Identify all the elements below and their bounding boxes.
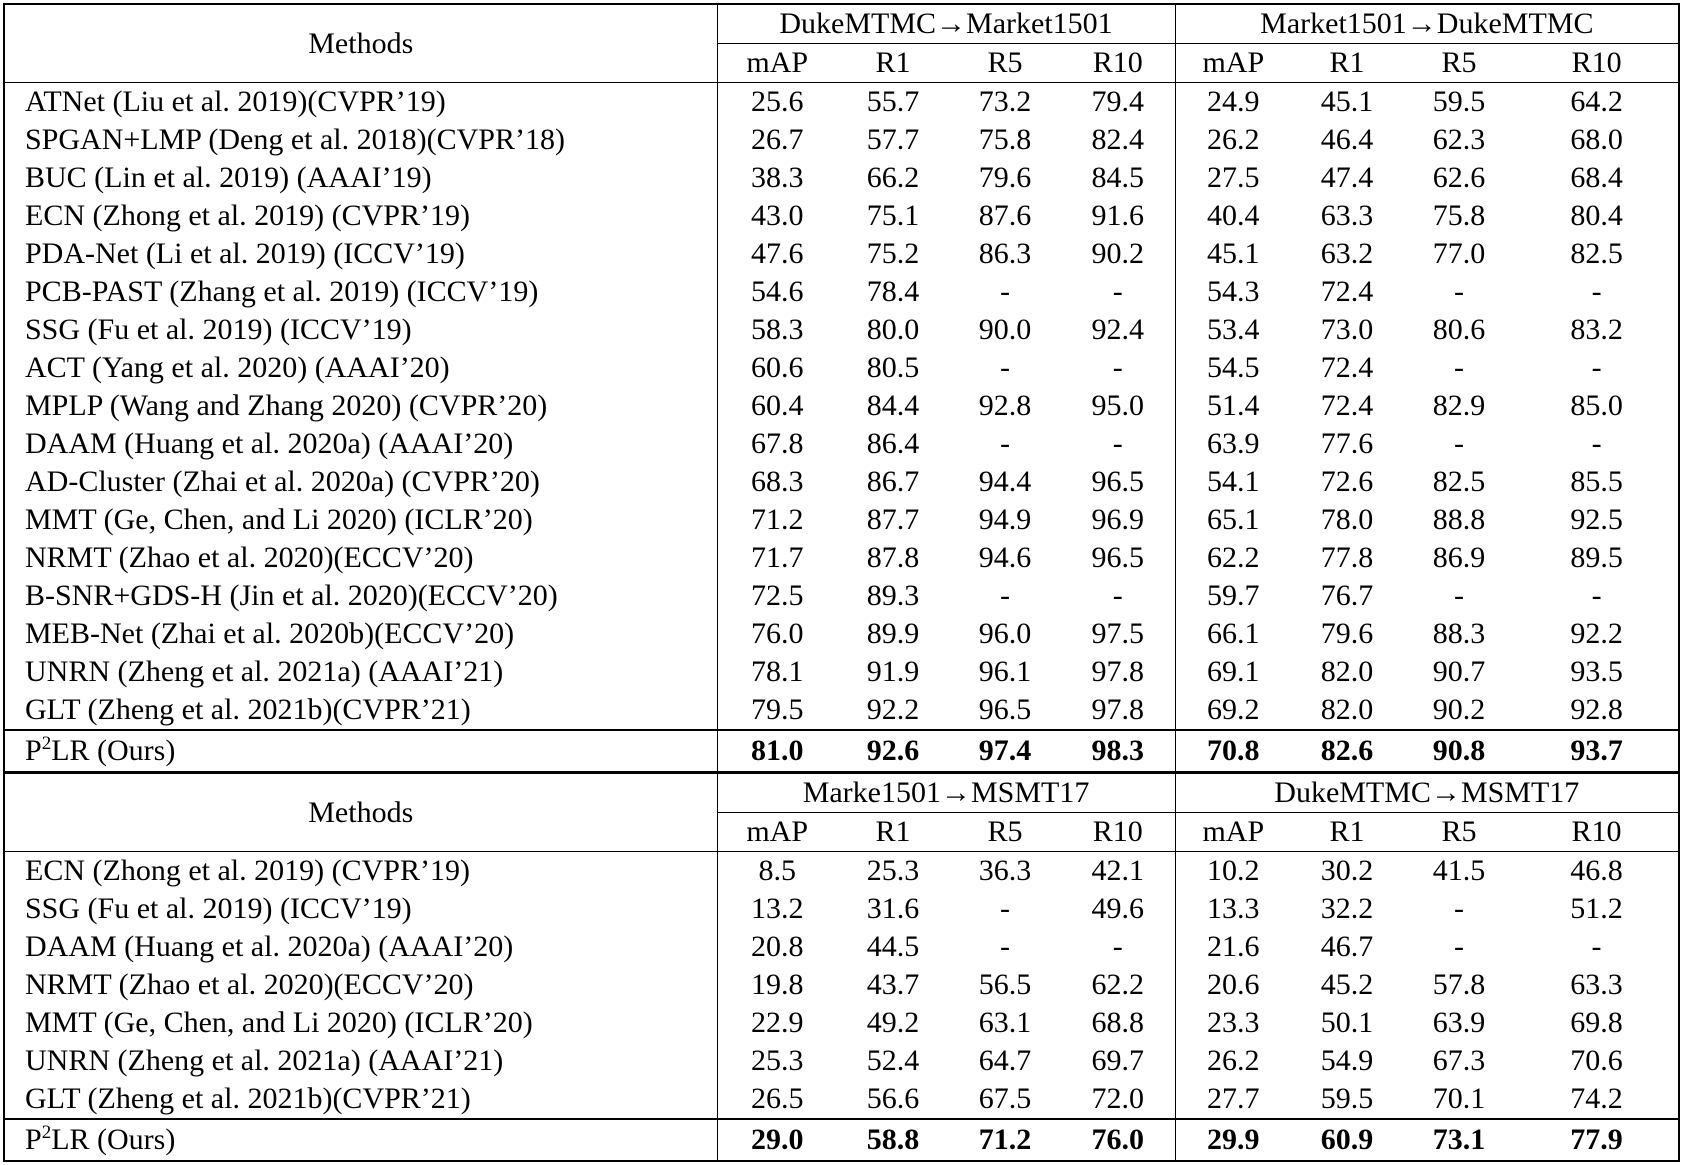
metric-value: 97.8 [1061, 691, 1175, 730]
metric-value: - [1000, 892, 1010, 925]
metric-value: 69.8 [1570, 1006, 1623, 1039]
metric-value-best: 73.1 [1403, 1119, 1515, 1161]
metric-value: 13.3 [1207, 892, 1260, 925]
metric-value: 53.4 [1207, 313, 1260, 346]
metric-value: 73.2 [978, 85, 1032, 118]
metric-header: mAP [1175, 813, 1291, 852]
method-name: NRMT (Zhao et al. 2020)(ECCV’20) [4, 539, 717, 577]
metric-value: 76.0 [751, 617, 804, 650]
metric-value: 43.0 [751, 199, 804, 232]
metric-value: - [1454, 427, 1465, 460]
metric-value: 10.2 [1207, 854, 1260, 887]
metric-value: - [1454, 930, 1465, 963]
metric-value: 92.5 [1570, 503, 1623, 536]
metric-value: 8.5 [758, 854, 796, 887]
metric-value-best: 81.0 [717, 730, 837, 772]
metric-value-best: 90.8 [1403, 730, 1515, 772]
metric-value: 66.1 [1207, 617, 1260, 650]
metric-value: 88.3 [1432, 617, 1486, 650]
method-name: SSG (Fu et al. 2019) (ICCV’19) [4, 311, 717, 349]
table-row [4, 349, 1679, 387]
metric-value: 90.2 [1432, 693, 1486, 726]
metric-value: 52.4 [866, 1044, 920, 1077]
method-name: B-SNR+GDS-H (Jin et al. 2020)(ECCV’20) [4, 577, 717, 615]
metric-value: 82.0 [1320, 655, 1374, 688]
metric-value: 67.5 [978, 1082, 1032, 1115]
table-row [4, 463, 1679, 501]
metric-value: 80.4 [1570, 199, 1623, 232]
table-row [4, 1042, 1679, 1080]
metric-value: 89.3 [866, 579, 920, 612]
metric-value: 51.4 [1207, 389, 1260, 422]
method-name: GLT (Zheng et al. 2021b)(CVPR’21) [4, 691, 717, 730]
table-row [4, 615, 1679, 653]
header-row-groups [4, 773, 1679, 813]
metric-value: 66.2 [866, 161, 920, 194]
metric-value: 72.4 [1320, 389, 1374, 422]
dataset-group-header: Marke1501→MSMT17 [717, 773, 1175, 813]
metric-value: 36.3 [978, 854, 1032, 887]
metric-header: mAP [1175, 44, 1291, 83]
metric-value: 79.6 [1320, 617, 1374, 650]
method-rest: LR (Ours) [51, 1123, 176, 1156]
metric-value: 56.6 [866, 1082, 920, 1115]
metric-value: 75.8 [978, 123, 1032, 156]
metric-value: - [1591, 579, 1602, 612]
table-row [4, 577, 1679, 615]
metric-value: 60.4 [751, 389, 804, 422]
metric-value: 54.3 [1207, 275, 1260, 308]
metric-value: 85.0 [1570, 389, 1623, 422]
metric-value: 31.6 [866, 892, 920, 925]
header-row-groups [4, 4, 1679, 44]
metric-value: 20.8 [751, 930, 804, 963]
metric-header: R5 [949, 813, 1061, 852]
metric-header: R10 [1061, 813, 1175, 852]
metric-value: 94.4 [978, 465, 1032, 498]
metric-header: R1 [837, 813, 949, 852]
method-name: ECN (Zhong et al. 2019) (CVPR’19) [4, 197, 717, 235]
metric-value: 92.2 [866, 693, 920, 726]
metric-value: 55.7 [866, 85, 920, 118]
metric-value: 54.1 [1207, 465, 1260, 498]
metric-value: 27.5 [1207, 161, 1260, 194]
metric-value: 47.6 [751, 237, 804, 270]
metric-value: 94.9 [978, 503, 1032, 536]
metric-value: - [1061, 349, 1175, 387]
metric-value: - [1591, 275, 1602, 308]
metric-value: 65.1 [1207, 503, 1260, 536]
metric-value: - [1454, 892, 1465, 925]
metric-value: 26.5 [751, 1082, 804, 1115]
metric-value: 50.1 [1320, 1006, 1374, 1039]
metric-value: 63.3 [1320, 199, 1374, 232]
table-row [4, 501, 1679, 539]
method-name: BUC (Lin et al. 2019) (AAAI’19) [4, 159, 717, 197]
table-row [4, 653, 1679, 691]
metric-header: mAP [717, 813, 837, 852]
metric-value: 82.5 [1570, 237, 1623, 270]
metric-value: 71.2 [751, 503, 804, 536]
metric-header: R10 [1515, 813, 1679, 852]
metric-value: 51.2 [1570, 892, 1623, 925]
method-name: UNRN (Zheng et al. 2021a) (AAAI’21) [4, 1042, 717, 1080]
metric-value: 75.1 [866, 199, 920, 232]
metric-value: 24.9 [1207, 85, 1260, 118]
method-name: SSG (Fu et al. 2019) (ICCV’19) [4, 890, 717, 928]
method-rest: LR (Ours) [51, 734, 176, 767]
metric-value: 19.8 [751, 968, 804, 1001]
metric-value: 82.0 [1320, 693, 1374, 726]
metric-value: 64.2 [1570, 85, 1623, 118]
metric-value: 75.2 [866, 237, 920, 270]
metric-value: 79.4 [1061, 83, 1175, 122]
method-name: GLT (Zheng et al. 2021b)(CVPR’21) [4, 1080, 717, 1119]
metric-value: - [1454, 275, 1465, 308]
table-row [4, 273, 1679, 311]
metric-value: 56.5 [978, 968, 1032, 1001]
metric-value: 69.7 [1061, 1042, 1175, 1080]
metric-value: 93.5 [1570, 655, 1623, 688]
metric-header: R1 [837, 44, 949, 83]
metric-value: 72.5 [751, 579, 804, 612]
metric-value: 27.7 [1207, 1082, 1260, 1115]
metric-value: 23.3 [1207, 1006, 1260, 1039]
method-name: SPGAN+LMP (Deng et al. 2018)(CVPR’18) [4, 121, 717, 159]
method-name: PCB-PAST (Zhang et al. 2019) (ICCV’19) [4, 273, 717, 311]
metric-value: 95.0 [1061, 387, 1175, 425]
metric-value: 78.1 [751, 655, 804, 688]
metric-value: 63.1 [978, 1006, 1032, 1039]
metric-value: 46.4 [1320, 123, 1374, 156]
metric-header: mAP [717, 44, 837, 83]
metric-value-best: 82.6 [1291, 730, 1403, 772]
metric-value: 71.7 [751, 541, 804, 574]
table-row [4, 1080, 1679, 1119]
metric-value: 25.3 [866, 854, 920, 887]
metric-value: 59.7 [1207, 579, 1260, 612]
metric-value: 62.2 [1061, 966, 1175, 1004]
metric-value: 63.9 [1432, 1006, 1486, 1039]
metric-value: 68.3 [751, 465, 804, 498]
table-row [4, 1004, 1679, 1042]
method-name: NRMT (Zhao et al. 2020)(ECCV’20) [4, 966, 717, 1004]
metric-value: 91.9 [866, 655, 920, 688]
metric-value: 88.8 [1432, 503, 1486, 536]
metric-value: 92.2 [1570, 617, 1623, 650]
method-name: MEB-Net (Zhai et al. 2020b)(ECCV’20) [4, 615, 717, 653]
table-row [4, 691, 1679, 730]
metric-value: 83.2 [1570, 313, 1623, 346]
metric-value: - [1591, 427, 1602, 460]
ours-row [4, 730, 1679, 772]
metric-value: 63.2 [1320, 237, 1374, 270]
metric-value: 41.5 [1432, 854, 1486, 887]
metric-value: 26.7 [751, 123, 804, 156]
metric-value: 54.5 [1207, 351, 1260, 384]
metric-value: 97.8 [1061, 653, 1175, 691]
method-name: ECN (Zhong et al. 2019) (CVPR’19) [4, 852, 717, 891]
metric-value: - [1000, 351, 1010, 384]
metric-value: 96.5 [1061, 463, 1175, 501]
method-name-ours [4, 1119, 717, 1161]
metric-value: 82.5 [1432, 465, 1486, 498]
metric-value: 70.6 [1570, 1044, 1623, 1077]
method-superscript: 2 [41, 1122, 52, 1143]
metric-value: 44.5 [866, 930, 920, 963]
metric-value: 45.2 [1320, 968, 1374, 1001]
metric-value: - [1591, 930, 1602, 963]
metric-value: 67.8 [751, 427, 804, 460]
metric-value: 86.4 [866, 427, 920, 460]
metric-value: 49.2 [866, 1006, 920, 1039]
metric-value: 84.4 [866, 389, 920, 422]
metric-value: 87.7 [866, 503, 920, 536]
method-name: MMT (Ge, Chen, and Li 2020) (ICLR’20) [4, 501, 717, 539]
metric-value: 30.2 [1320, 854, 1374, 887]
table-row [4, 966, 1679, 1004]
metric-value: 25.6 [751, 85, 804, 118]
metric-value: 92.8 [978, 389, 1032, 422]
dataset-group-header: DukeMTMC→MSMT17 [1175, 773, 1679, 813]
metric-value-best: 29.0 [717, 1119, 837, 1161]
method-name: DAAM (Huang et al. 2020a) (AAAI’20) [4, 928, 717, 966]
metric-value: 84.5 [1061, 159, 1175, 197]
method-name: AD-Cluster (Zhai et al. 2020a) (CVPR’20) [4, 463, 717, 501]
metric-value: 69.1 [1207, 655, 1260, 688]
metric-value-best: 98.3 [1061, 730, 1175, 772]
metric-value: 79.5 [751, 693, 804, 726]
metric-value: 68.0 [1570, 123, 1623, 156]
metric-value: 60.6 [751, 351, 804, 384]
method-base: P [25, 1123, 42, 1156]
metric-value: 21.6 [1207, 930, 1260, 963]
metric-value: 96.5 [978, 693, 1032, 726]
metric-header: R1 [1291, 813, 1403, 852]
metric-value: 72.6 [1320, 465, 1374, 498]
metric-value: 25.3 [751, 1044, 804, 1077]
method-name: ATNet (Liu et al. 2019)(CVPR’19) [4, 83, 717, 122]
table-row [4, 121, 1679, 159]
metric-value-best: 70.8 [1175, 730, 1291, 772]
ours-row [4, 1119, 1679, 1161]
metric-value: 82.9 [1432, 389, 1486, 422]
metric-value: 74.2 [1570, 1082, 1623, 1115]
table-row [4, 159, 1679, 197]
metric-value: 78.0 [1320, 503, 1374, 536]
metric-value: - [1591, 351, 1602, 384]
dataset-group-header: DukeMTMC→Market1501 [717, 4, 1175, 44]
metric-value-best: 71.2 [949, 1119, 1061, 1161]
metric-value-best: 92.6 [837, 730, 949, 772]
metric-value: 90.2 [1061, 235, 1175, 273]
metric-value: 42.1 [1061, 852, 1175, 891]
metric-value: 22.9 [751, 1006, 804, 1039]
metric-value: 40.4 [1207, 199, 1260, 232]
metric-value: 26.2 [1207, 1044, 1260, 1077]
metric-value: 62.3 [1432, 123, 1486, 156]
metric-value-best: 58.8 [837, 1119, 949, 1161]
metric-value-best: 77.9 [1515, 1119, 1679, 1161]
metric-value: 13.2 [751, 892, 804, 925]
method-name: ACT (Yang et al. 2020) (AAAI’20) [4, 349, 717, 387]
method-name-ours [4, 730, 717, 772]
metric-value: 67.3 [1432, 1044, 1486, 1077]
table-row [4, 928, 1679, 966]
metric-value: - [1000, 930, 1010, 963]
results-table-market-duke [3, 3, 1680, 773]
metric-value: 58.3 [751, 313, 804, 346]
metric-value: 97.5 [1061, 615, 1175, 653]
table-row [4, 539, 1679, 577]
table-row [4, 852, 1679, 891]
metric-value: 89.9 [866, 617, 920, 650]
metric-value: 87.8 [866, 541, 920, 574]
metric-value: - [1061, 928, 1175, 966]
method-name: PDA-Net (Li et al. 2019) (ICCV’19) [4, 235, 717, 273]
metric-value: 59.5 [1320, 1082, 1374, 1115]
table-row [4, 387, 1679, 425]
metric-value: 49.6 [1061, 890, 1175, 928]
metric-value: 92.4 [1061, 311, 1175, 349]
metric-value: - [1000, 579, 1010, 612]
table-row [4, 890, 1679, 928]
metric-value: 73.0 [1320, 313, 1374, 346]
methods-header: Methods [4, 4, 717, 83]
results-table-msmt17 [3, 772, 1680, 1162]
metric-value: 80.6 [1432, 313, 1486, 346]
metric-value-best: 93.7 [1515, 730, 1679, 772]
metric-value: 86.7 [866, 465, 920, 498]
metric-value: 72.4 [1320, 275, 1374, 308]
metric-value-best: 29.9 [1175, 1119, 1291, 1161]
metric-value: 59.5 [1432, 85, 1486, 118]
metric-value: 86.9 [1432, 541, 1486, 574]
method-name: UNRN (Zheng et al. 2021a) (AAAI’21) [4, 653, 717, 691]
metric-value: 89.5 [1570, 541, 1623, 574]
metric-value: 43.7 [866, 968, 920, 1001]
metric-value: - [1000, 427, 1010, 460]
metric-value: 54.9 [1320, 1044, 1374, 1077]
metric-value: 57.8 [1432, 968, 1486, 1001]
metric-value: 79.6 [978, 161, 1032, 194]
method-name: MPLP (Wang and Zhang 2020) (CVPR’20) [4, 387, 717, 425]
method-superscript: 2 [41, 733, 52, 754]
metric-value: 94.6 [978, 541, 1032, 574]
metric-value: 96.0 [978, 617, 1032, 650]
metric-value: - [1454, 351, 1465, 384]
metric-value: 63.3 [1570, 968, 1623, 1001]
methods-header: Methods [4, 773, 717, 852]
table-row [4, 311, 1679, 349]
metric-value: 54.6 [751, 275, 804, 308]
metric-value: 92.8 [1570, 693, 1623, 726]
metric-value: 62.2 [1207, 541, 1260, 574]
metric-value: 96.9 [1061, 501, 1175, 539]
dataset-group-header: Market1501→DukeMTMC [1175, 4, 1679, 44]
metric-value: 72.0 [1061, 1080, 1175, 1119]
method-base: P [25, 734, 42, 767]
metric-value: 91.6 [1061, 197, 1175, 235]
metric-header: R5 [949, 44, 1061, 83]
metric-value: 77.8 [1320, 541, 1374, 574]
metric-value: 69.2 [1207, 693, 1260, 726]
metric-value: 57.7 [866, 123, 920, 156]
method-name: MMT (Ge, Chen, and Li 2020) (ICLR’20) [4, 1004, 717, 1042]
metric-value-best: 60.9 [1291, 1119, 1403, 1161]
metric-value: - [1061, 577, 1175, 615]
metric-value: 82.4 [1061, 121, 1175, 159]
table-row [4, 83, 1679, 122]
metric-value: 47.4 [1320, 161, 1374, 194]
metric-value-best: 97.4 [949, 730, 1061, 772]
metric-value: 46.7 [1320, 930, 1374, 963]
metric-value: 76.7 [1320, 579, 1374, 612]
metric-value: 62.6 [1432, 161, 1486, 194]
metric-value: 77.0 [1432, 237, 1486, 270]
metric-value: 72.4 [1320, 351, 1374, 384]
table-row [4, 235, 1679, 273]
metric-value: 68.8 [1061, 1004, 1175, 1042]
metric-value: - [1454, 579, 1465, 612]
metric-value: 26.2 [1207, 123, 1260, 156]
metric-value: 32.2 [1320, 892, 1374, 925]
table-row [4, 197, 1679, 235]
metric-value: 38.3 [751, 161, 804, 194]
metric-value: 70.1 [1432, 1082, 1486, 1115]
metric-value: 85.5 [1570, 465, 1623, 498]
metric-value: 78.4 [866, 275, 920, 308]
metric-value: - [1061, 273, 1175, 311]
metric-header: R1 [1291, 44, 1403, 83]
metric-value: 87.6 [978, 199, 1032, 232]
metric-value: 45.1 [1320, 85, 1374, 118]
metric-value: 63.9 [1207, 427, 1260, 460]
metric-value: 96.5 [1061, 539, 1175, 577]
metric-value: 68.4 [1570, 161, 1623, 194]
method-name: DAAM (Huang et al. 2020a) (AAAI’20) [4, 425, 717, 463]
metric-value: 90.0 [978, 313, 1032, 346]
metric-header: R10 [1515, 44, 1679, 83]
metric-value-best: 76.0 [1061, 1119, 1175, 1161]
metric-value: 20.6 [1207, 968, 1260, 1001]
metric-value: - [1061, 425, 1175, 463]
metric-value: 80.0 [866, 313, 920, 346]
metric-value: 46.8 [1570, 854, 1623, 887]
metric-header: R5 [1403, 813, 1515, 852]
metric-header: R5 [1403, 44, 1515, 83]
metric-value: 77.6 [1320, 427, 1374, 460]
metric-value: 80.5 [866, 351, 920, 384]
metric-value: 96.1 [978, 655, 1032, 688]
metric-value: - [1000, 275, 1010, 308]
metric-value: 45.1 [1207, 237, 1260, 270]
metric-value: 90.7 [1432, 655, 1486, 688]
metric-value: 75.8 [1432, 199, 1486, 232]
metric-value: 86.3 [978, 237, 1032, 270]
table-row [4, 425, 1679, 463]
metric-value: 64.7 [978, 1044, 1032, 1077]
metric-header: R10 [1061, 44, 1175, 83]
